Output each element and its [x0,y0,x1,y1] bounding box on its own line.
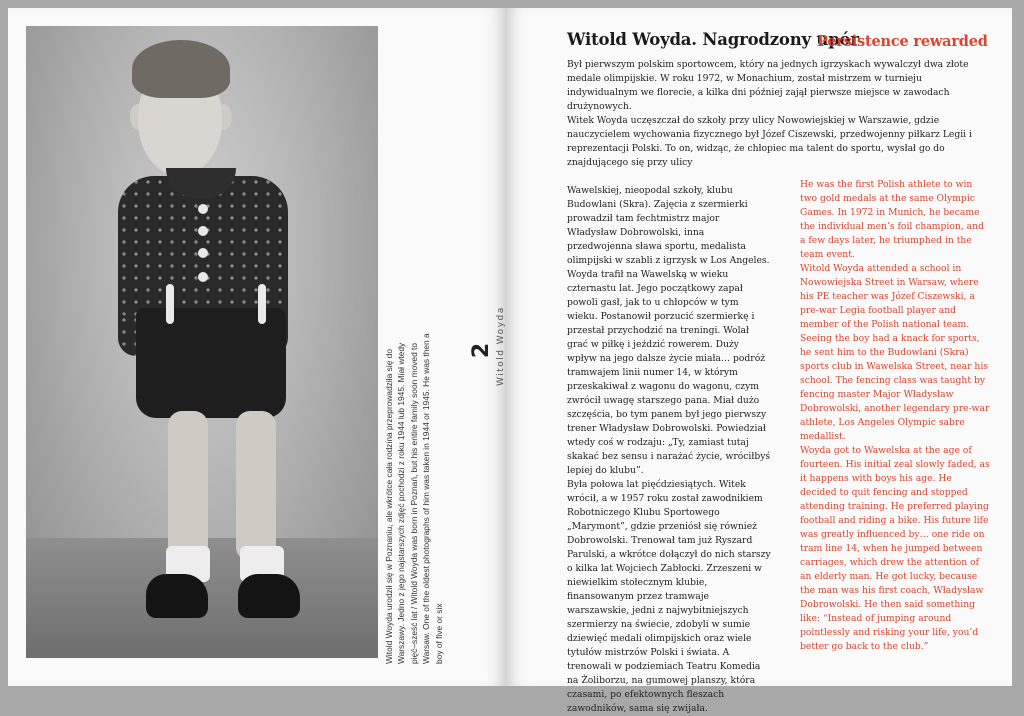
photo-shorts [136,308,286,418]
english-paragraph-intro: He was the first Polish athlete to win two gold medals at the same Olympic Games. In 1972 in Munich, he became the individual men’s foil champion, and a few days later, he triumphed in the team event. [800,179,984,260]
photo-button [198,248,208,258]
polish-paragraph-club: Wawelskiej, nieopodal szkoły, klubu Budowlani (Skra). Zajęcia z szermierki prowadził tam fechtmistrz major Władysław Dobrowolski, inna przedwojenna sława sportu, medalista olimpijski w szabli z igrzysk w Los Angeles. Woyda trafił na Wawelską w wieku czternastu lat. Jego początkowy zapał powoli gasł, jak to u chłopców w tym wieku. Postanowił porzucić szermierkę i przestał przychodzić na treningi. Wolał grać w piłkę i jeździć rowerem. Duży wpływ na jego dalsze życie miała… podróż tramwajem linii numer 14, w którym przeskakiwał z wagonu do wagonu, czym zwrócił uwagę starszego pana. Miał dużo szczęścia, bo tym panem był jego pierwszy trener Władysław Dobrowolski. Powiedział wtedy coś w rodzaju: „Ty, zamiast tutaj skakać bez sensu i narażać życie, wróciłbyś lepiej do klubu”. [567,185,771,476]
polish-paragraph-school: Witek Woyda uczęszczał do szkoły przy ulicy Nowowiejskiej w Warszawie, gdzie nauczycielem wychowania fizycznego był Józef Ciszewski, przedwojenny piłkarz Legii i reprezentacji Polski. To on, widząc, że chłopiec ma talent do sportu, wysłał go do znajdującego się przy ulicy [567,115,972,168]
boy-photograph [26,26,378,658]
polish-column [567,184,771,716]
page-number: 2 [469,342,495,359]
photo-button [198,204,208,214]
photo-leg-left [168,411,208,561]
polish-paragraph-intro: Był pierwszym polskim sportowcem, który na jednych igrzyskach wywalczył dwa złote medale olimpijskie. W roku 1972, w Monachium, został mistrzem w turnieju indywidualnym we florecie, a kilka dni później zajął pierwsze miejsce w zawodach drużynowych. [567,59,969,112]
english-paragraph-school: Witold Woyda attended a school in Nowowiejska Street in Warsaw, where his PE teacher was Józef Ciszewski, a pre-war Legia football player and member of the Polish national team. Seeing the boy had a knack for sports, he sent him to the Budowlani (Skra) sports club in Wawelska Street, near his school. The fencing class was taught by fencing master Major Władysław Dobrowolski, another legendary pre-war athlete, Los Angeles Olympic sabre medallist. [800,263,990,442]
photo-shoe-left [146,574,208,618]
running-head: Witold Woyda [496,306,506,386]
photo-leg-right [236,411,276,561]
photo-shoe-right [238,574,300,618]
polish-intro-block [567,58,987,170]
photo-hair [132,40,230,98]
polish-paragraph-marymont: Była połowa lat pięćdziesiątych. Witek wrócił, a w 1957 roku został zawodnikiem Robotniczego Klubu Sportowego „Marymont”, gdzie przeniósł się również Dobrowolski. Trenował tam już Ryszard Parulski, a wkrótce dołączył do nich starszy o kilka lat Wojciech Zabłocki. Zrzeszeni w niewielkim stołecznym klubie, finansowanym przez tramwaje warszawskie, jedni z najwybitniejszych szermierzy na świecie, zdobyli w sumie dziewięć medali olimpijskich oraz wiele tytułów mistrzów Polski i świata. A trenowali w podziemiach Teatru Komedia na Żoliborzu, na gumowej planszy, która czasami, po efektownych fleszach zawodników, sama się zwijała. [567,479,771,714]
photo-button [198,226,208,236]
photo-caption: Witold Woyda urodził się w Poznaniu, ale wkrótce cała rodzina przeprowadziła się do Warszawy. Jedno z jego najstarszych zdjęć pochodzi z roku 1944 lub 1945. Miał wtedy pięć–sześć lat / Witold Woyda was born in Poznań, but his entire family soon moved to Warsaw. One of the oldest photographs of him was taken in 1944 or 1945. He was then a boy of five or six [384,333,444,664]
photo-strap [258,284,266,324]
english-column [800,178,990,654]
photo-strap [166,284,174,324]
english-paragraph-tram: Woyda got to Wawelska at the age of fourteen. His initial zeal slowly faded, as it happens with boys his age. He decided to quit fencing and stopped attending training. He preferred playing football and riding a bike. His future life was greatly influenced by… one ride on tram line 14, when he jumped between carriages, which drew the attention of an elderly man. He got lucky, because the man was his first coach, Władysław Dobrowolski. He then said something like: “Instead of jumping around pointlessly and risking your life, you’d better go back to the club.” [800,445,990,652]
photo-button [198,272,208,282]
title-english: Persistence rewarded [817,33,988,50]
title-polish: Witold Woyda. Nagrodzony upór [567,30,859,49]
